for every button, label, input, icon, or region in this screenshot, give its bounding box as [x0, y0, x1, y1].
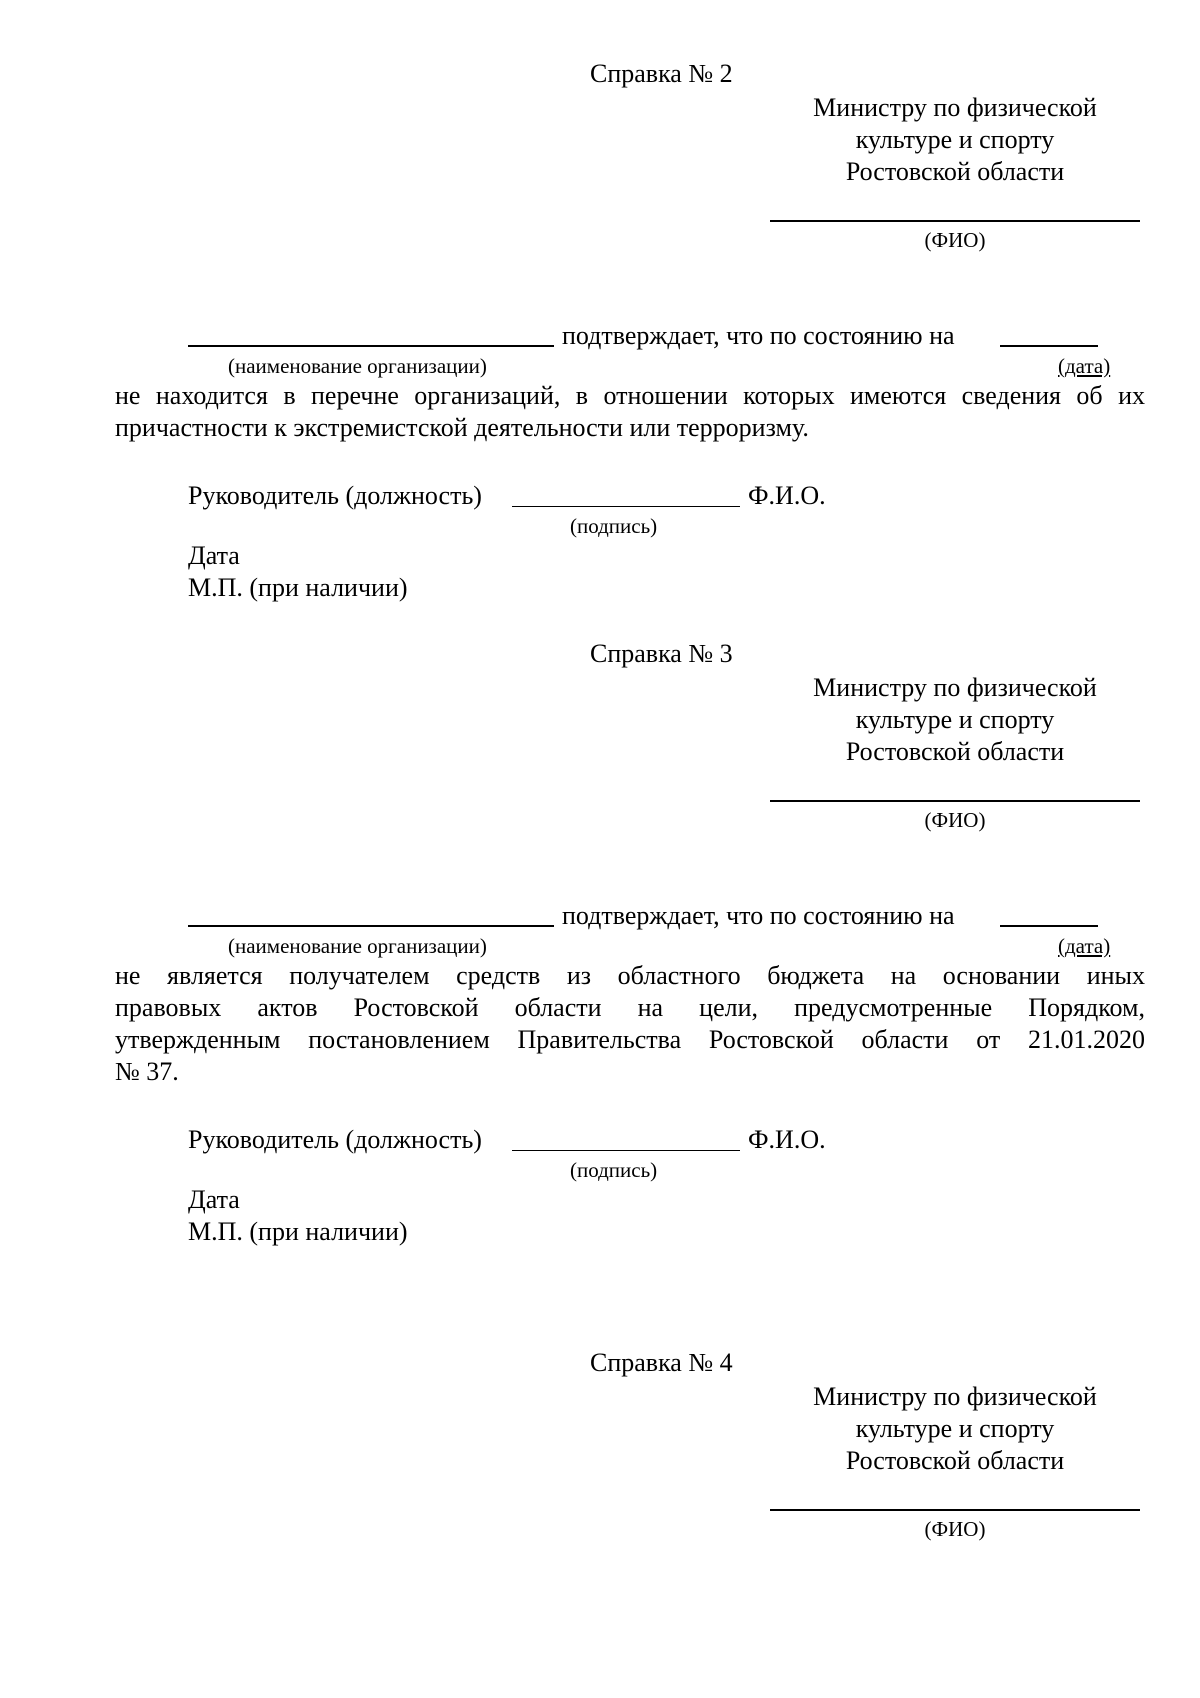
fio-blank-line — [770, 800, 1140, 802]
fio-caption: (ФИО) — [924, 228, 986, 252]
body-text-line: не находится в перечне организаций, в отношении которых имеются сведения об их — [115, 381, 1145, 410]
addressee-line: культуре и спорту — [855, 1414, 1055, 1443]
addressee-line: Ростовской области — [845, 1446, 1065, 1475]
addressee-line: Министру по физической — [813, 93, 1097, 122]
certificate-title: Справка № 2 — [590, 59, 733, 88]
organization-caption: (наименование организации) — [228, 934, 487, 958]
date-label: Дата — [188, 541, 240, 570]
certificate-title: Справка № 3 — [590, 639, 733, 668]
signature-caption: (подпись) — [570, 514, 658, 538]
certificate-title: Справка № 4 — [590, 1348, 733, 1377]
addressee-line: Министру по физической — [813, 673, 1097, 702]
confirm-text: подтверждает, что по состоянию на — [562, 901, 955, 930]
addressee-line: культуре и спорту — [855, 705, 1055, 734]
signature-blank-line — [512, 506, 740, 507]
body-text-line: не является получателем средств из областного бюджета на основании иных — [115, 961, 1145, 990]
signature-blank-line — [512, 1150, 740, 1151]
head-label: Руководитель (должность) — [188, 1125, 482, 1154]
organization-blank-line — [188, 345, 554, 347]
date-caption: (дата) — [1058, 354, 1111, 378]
addressee-line: культуре и спорту — [855, 125, 1055, 154]
fio-caption: (ФИО) — [924, 808, 986, 832]
addressee-line: Ростовской области — [845, 157, 1065, 186]
head-fio: Ф.И.О. — [748, 1125, 826, 1154]
signature-caption: (подпись) — [570, 1158, 658, 1182]
stamp-label: М.П. (при наличии) — [188, 1217, 408, 1246]
addressee-line: Министру по физической — [813, 1382, 1097, 1411]
date-blank-line — [1000, 345, 1098, 347]
fio-blank-line — [770, 1509, 1140, 1511]
fio-blank-line — [770, 220, 1140, 222]
organization-blank-line — [188, 925, 554, 927]
date-label: Дата — [188, 1185, 240, 1214]
date-caption: (дата) — [1058, 934, 1111, 958]
confirm-text: подтверждает, что по состоянию на — [562, 321, 955, 350]
addressee-line: Ростовской области — [845, 737, 1065, 766]
fio-caption: (ФИО) — [924, 1517, 986, 1541]
head-fio: Ф.И.О. — [748, 481, 826, 510]
head-label: Руководитель (должность) — [188, 481, 482, 510]
date-blank-line — [1000, 925, 1098, 927]
body-text-line: утвержденным постановлением Правительства Ростовской области от 21.01.2020 — [115, 1025, 1145, 1054]
organization-caption: (наименование организации) — [228, 354, 487, 378]
body-text-line: правовых актов Ростовской области на цели, предусмотренные Порядком, — [115, 993, 1145, 1022]
body-text-line: причастности к экстремистской деятельности или терроризму. — [115, 413, 809, 442]
stamp-label: М.П. (при наличии) — [188, 573, 408, 602]
body-text-line: № 37. — [115, 1057, 179, 1086]
